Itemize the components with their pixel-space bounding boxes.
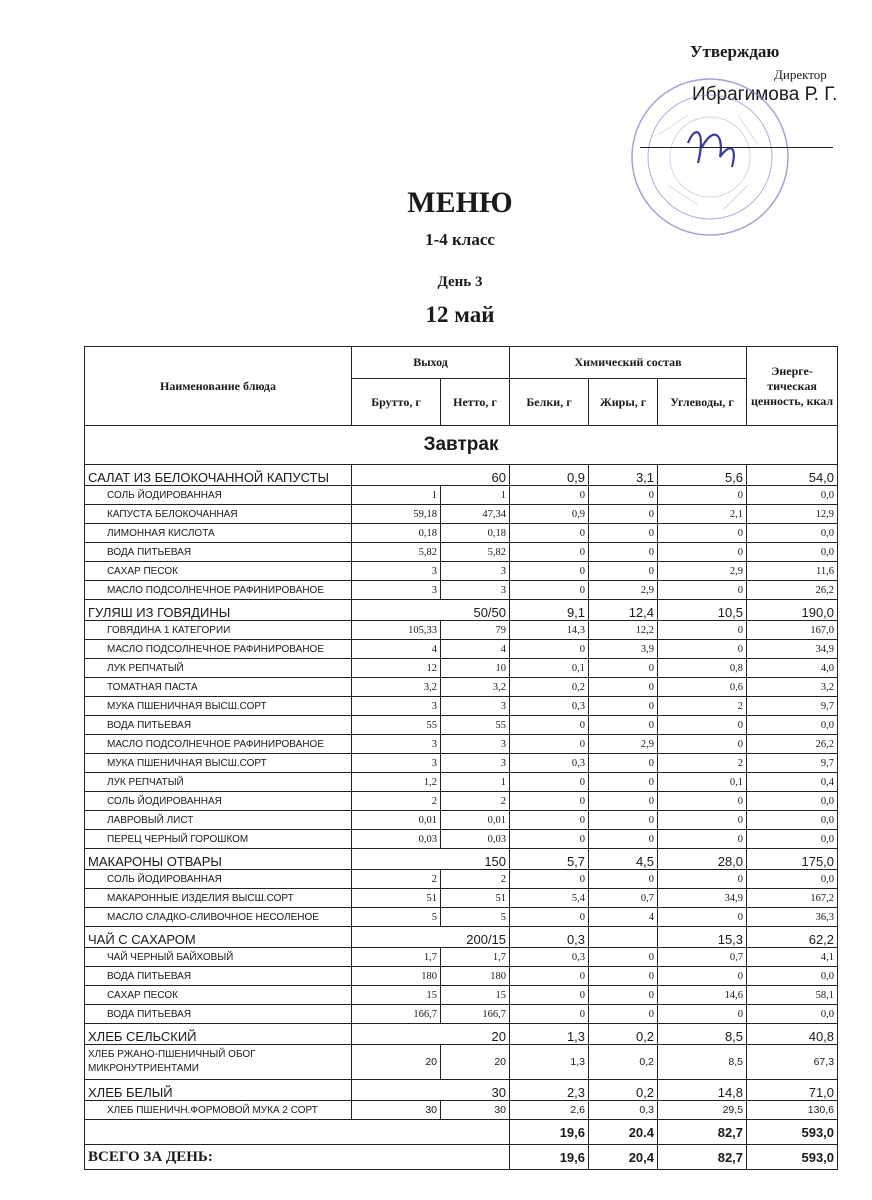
ingredient-protein: 0 [510,735,589,754]
ingredient-energy: 4,0 [747,659,838,678]
total-fat: 20,4 [589,1145,658,1170]
ingredient-netto: 166,7 [441,1005,510,1024]
ingredient-name: КАПУСТА БЕЛОКОЧАННАЯ [85,505,352,524]
ingredient-row [85,1045,838,1080]
ingredient-netto: 15 [441,986,510,1005]
ingredient-carbs: 0 [658,908,747,927]
col-header-netto: Нетто, г [441,379,510,426]
ingredient-netto: 2 [441,792,510,811]
ingredient-netto: 51 [441,889,510,908]
dish-row [85,600,838,621]
ingredient-brutto: 166,7 [352,1005,441,1024]
ingredient-netto: 79 [441,621,510,640]
ingredient-energy: 9,7 [747,697,838,716]
ingredient-row [85,1101,838,1120]
dish-carbs: 15,3 [658,927,747,948]
ingredient-row [85,986,838,1005]
dish-row [85,1024,838,1045]
subtotal-energy: 593,0 [747,1120,838,1145]
ingredient-protein: 0 [510,562,589,581]
ingredient-row [85,811,838,830]
col-header-energy: Энерге-тическая ценность, ккал [747,347,838,426]
dish-row [85,849,838,870]
ingredient-protein: 0,3 [510,948,589,967]
total-carbs: 82,7 [658,1145,747,1170]
subtotal-label [85,1120,510,1145]
ingredient-row [85,678,838,697]
dish-row [85,465,838,486]
ingredient-fat: 3,9 [589,640,658,659]
subtotal-protein: 19,6 [510,1120,589,1145]
ingredient-brutto: 3,2 [352,678,441,697]
ingredient-protein: 0 [510,486,589,505]
ingredient-energy: 0,0 [747,716,838,735]
dish-output: 60 [352,465,510,486]
ingredient-name: ХЛЕБ РЖАНО-ПШЕНИЧНЫЙ ОБОГ МИКРОНУТРИЕНТАМИ [85,1045,352,1080]
ingredient-fat: 0 [589,811,658,830]
ingredient-netto: 0,18 [441,524,510,543]
ingredient-name: СОЛЬ ЙОДИРОВАННАЯ [85,792,352,811]
subtotal-fat: 20.4 [589,1120,658,1145]
ingredient-name: ВОДА ПИТЬЕВАЯ [85,1005,352,1024]
ingredient-name: ГОВЯДИНА 1 КАТЕГОРИИ [85,621,352,640]
ingredient-name: ВОДА ПИТЬЕВАЯ [85,716,352,735]
ingredient-protein: 2,6 [510,1101,589,1120]
ingredient-name: ЛУК РЕПЧАТЫЙ [85,773,352,792]
ingredient-netto: 0,03 [441,830,510,849]
dish-energy: 190,0 [747,600,838,621]
ingredient-name: ЛИМОННАЯ КИСЛОТА [85,524,352,543]
col-header-carbs: Углеводы, г [658,379,747,426]
ingredient-netto: 3 [441,697,510,716]
ingredient-row [85,773,838,792]
dish-name: ГУЛЯШ ИЗ ГОВЯДИНЫ [85,600,352,621]
ingredient-name: ВОДА ПИТЬЕВАЯ [85,543,352,562]
ingredient-brutto: 1,2 [352,773,441,792]
ingredient-carbs: 0 [658,486,747,505]
ingredient-brutto: 180 [352,967,441,986]
ingredient-protein: 0 [510,581,589,600]
ingredient-protein: 0 [510,870,589,889]
ingredient-brutto: 0,03 [352,830,441,849]
ingredient-energy: 11,6 [747,562,838,581]
dish-protein: 5,7 [510,849,589,870]
ingredient-row [85,543,838,562]
ingredient-name: МУКА ПШЕНИЧНАЯ ВЫСШ.СОРТ [85,754,352,773]
col-header-brutto: Брутто, г [352,379,441,426]
dish-energy: 62,2 [747,927,838,948]
ingredient-brutto: 59,18 [352,505,441,524]
ingredient-netto: 3 [441,754,510,773]
dish-output: 30 [352,1080,510,1101]
ingredient-carbs: 0,1 [658,773,747,792]
dish-name: ХЛЕБ БЕЛЫЙ [85,1080,352,1101]
dish-row [85,1080,838,1101]
ingredient-netto: 5,82 [441,543,510,562]
ingredient-netto: 180 [441,967,510,986]
ingredient-carbs: 0,8 [658,659,747,678]
col-header-fat: Жиры, г [589,379,658,426]
ingredient-row [85,735,838,754]
ingredient-row [85,621,838,640]
col-header-name: Наименование блюда [85,347,352,426]
signature-line [640,147,833,148]
ingredient-name: МАСЛО СЛАДКО-СЛИВОЧНОЕ НЕСОЛЕНОЕ [85,908,352,927]
ingredient-protein: 5,4 [510,889,589,908]
dish-fat: 12,4 [589,600,658,621]
ingredient-brutto: 4 [352,640,441,659]
ingredient-brutto: 105,33 [352,621,441,640]
ingredient-energy: 12,9 [747,505,838,524]
ingredient-protein: 0,3 [510,697,589,716]
day-label: День 3 [437,274,483,290]
ingredient-name: МАСЛО ПОДСОЛНЕЧНОЕ РАФИНИРОВАНОЕ [85,581,352,600]
ingredient-brutto: 5,82 [352,543,441,562]
subtotal-carbs: 82,7 [658,1120,747,1145]
ingredient-row [85,754,838,773]
ingredient-fat: 0 [589,948,658,967]
ingredient-energy: 0,0 [747,486,838,505]
ingredient-protein: 0 [510,811,589,830]
ingredient-energy: 3,2 [747,678,838,697]
ingredient-fat: 2,9 [589,735,658,754]
ingredient-fat: 0 [589,1005,658,1024]
ingredient-netto: 3 [441,735,510,754]
ingredient-row [85,562,838,581]
ingredient-carbs: 0 [658,735,747,754]
dish-output: 20 [352,1024,510,1045]
ingredient-energy: 0,0 [747,870,838,889]
ingredient-brutto: 5 [352,908,441,927]
page-title: МЕНЮ [407,186,513,219]
ingredient-fat: 0,3 [589,1101,658,1120]
ingredient-carbs: 14,6 [658,986,747,1005]
ingredient-brutto: 20 [352,1045,441,1080]
ingredient-name: ВОДА ПИТЬЕВАЯ [85,967,352,986]
dish-output: 50/50 [352,600,510,621]
ingredient-protein: 0 [510,640,589,659]
ingredient-energy: 4,1 [747,948,838,967]
ingredient-row [85,967,838,986]
ingredient-energy: 0,0 [747,811,838,830]
ingredient-brutto: 3 [352,697,441,716]
approval-name: Ибрагимова Р. Г. [692,84,838,105]
ingredient-netto: 10 [441,659,510,678]
ingredient-netto: 1 [441,773,510,792]
ingredient-carbs: 0 [658,967,747,986]
ingredient-brutto: 2 [352,870,441,889]
grade-label: 1-4 класс [425,230,495,249]
ingredient-row [85,505,838,524]
ingredient-protein: 0 [510,773,589,792]
ingredient-netto: 2 [441,870,510,889]
ingredient-carbs: 0,6 [658,678,747,697]
ingredient-carbs: 2 [658,754,747,773]
ingredient-brutto: 0,18 [352,524,441,543]
ingredient-fat: 0 [589,967,658,986]
dish-output: 200/15 [352,927,510,948]
ingredient-carbs: 29,5 [658,1101,747,1120]
ingredient-carbs: 34,9 [658,889,747,908]
ingredient-protein: 1,3 [510,1045,589,1080]
ingredient-energy: 34,9 [747,640,838,659]
dish-energy: 40,8 [747,1024,838,1045]
dish-protein: 0,9 [510,465,589,486]
ingredient-carbs: 0 [658,524,747,543]
ingredient-brutto: 12 [352,659,441,678]
ingredient-energy: 167,2 [747,889,838,908]
ingredient-brutto: 3 [352,754,441,773]
ingredient-brutto: 55 [352,716,441,735]
ingredient-fat: 0 [589,562,658,581]
dish-energy: 54,0 [747,465,838,486]
ingredient-fat: 0 [589,659,658,678]
ingredient-netto: 30 [441,1101,510,1120]
ingredient-brutto: 1,7 [352,948,441,967]
ingredient-fat: 2,9 [589,581,658,600]
ingredient-carbs: 0 [658,1005,747,1024]
ingredient-netto: 3,2 [441,678,510,697]
ingredient-name: ХЛЕБ ПШЕНИЧН.ФОРМОВОЙ МУКА 2 СОРТ [85,1101,352,1120]
dish-name: ЧАЙ С САХАРОМ [85,927,352,948]
ingredient-name: МАСЛО ПОДСОЛНЕЧНОЕ РАФИНИРОВАНОЕ [85,640,352,659]
ingredient-energy: 130,6 [747,1101,838,1120]
ingredient-row [85,948,838,967]
ingredient-netto: 1 [441,486,510,505]
ingredient-carbs: 0 [658,543,747,562]
ingredient-name: ТОМАТНАЯ ПАСТА [85,678,352,697]
ingredient-energy: 58,1 [747,986,838,1005]
ingredient-netto: 20 [441,1045,510,1080]
ingredient-protein: 0,3 [510,754,589,773]
ingredient-row [85,830,838,849]
ingredient-fat: 0 [589,870,658,889]
ingredient-row [85,792,838,811]
dish-protein: 0,3 [510,927,589,948]
ingredient-row [85,697,838,716]
col-header-protein: Белки, г [510,379,589,426]
ingredient-carbs: 0 [658,716,747,735]
ingredient-fat: 0 [589,830,658,849]
total-protein: 19,6 [510,1145,589,1170]
ingredient-carbs: 2,9 [658,562,747,581]
dish-fat: 3,1 [589,465,658,486]
ingredient-name: МУКА ПШЕНИЧНАЯ ВЫСШ.СОРТ [85,697,352,716]
ingredient-netto: 5 [441,908,510,927]
ingredient-name: САХАР ПЕСОК [85,986,352,1005]
ingredient-brutto: 1 [352,486,441,505]
ingredient-energy: 26,2 [747,735,838,754]
ingredient-carbs: 0 [658,830,747,849]
ingredient-protein: 0 [510,792,589,811]
ingredient-name: ПЕРЕЦ ЧЕРНЫЙ ГОРОШКОМ [85,830,352,849]
ingredient-carbs: 0 [658,621,747,640]
ingredient-fat: 0 [589,792,658,811]
ingredient-brutto: 15 [352,986,441,1005]
dish-name: МАКАРОНЫ ОТВАРЫ [85,849,352,870]
ingredient-carbs: 0 [658,581,747,600]
ingredient-protein: 0,1 [510,659,589,678]
total-label: ВСЕГО ЗА ДЕНЬ: [85,1145,510,1170]
ingredient-row [85,524,838,543]
ingredient-netto: 55 [441,716,510,735]
ingredient-row [85,486,838,505]
ingredient-carbs: 0 [658,870,747,889]
ingredient-energy: 167,0 [747,621,838,640]
ingredient-name: МАСЛО ПОДСОЛНЕЧНОЕ РАФИНИРОВАНОЕ [85,735,352,754]
ingredient-name: ЧАЙ ЧЕРНЫЙ БАЙХОВЫЙ [85,948,352,967]
ingredient-energy: 0,0 [747,543,838,562]
dish-energy: 71,0 [747,1080,838,1101]
dish-fat: 0,2 [589,1080,658,1101]
ingredient-brutto: 2 [352,792,441,811]
ingredient-fat: 0 [589,524,658,543]
ingredient-netto: 4 [441,640,510,659]
dish-energy: 175,0 [747,849,838,870]
total-energy: 593,0 [747,1145,838,1170]
dish-carbs: 14,8 [658,1080,747,1101]
dish-fat: 0,2 [589,1024,658,1045]
ingredient-netto: 1,7 [441,948,510,967]
ingredient-protein: 0 [510,1005,589,1024]
ingredient-energy: 0,0 [747,1005,838,1024]
ingredient-row [85,716,838,735]
ingredient-brutto: 51 [352,889,441,908]
ingredient-energy: 0,0 [747,830,838,849]
ingredient-fat: 12,2 [589,621,658,640]
dish-protein: 1,3 [510,1024,589,1045]
ingredient-carbs: 0 [658,792,747,811]
ingredient-protein: 0,9 [510,505,589,524]
ingredient-fat: 0 [589,754,658,773]
dish-protein: 2,3 [510,1080,589,1101]
ingredient-brutto: 30 [352,1101,441,1120]
ingredient-carbs: 2 [658,697,747,716]
ingredient-name: СОЛЬ ЙОДИРОВАННАЯ [85,870,352,889]
ingredient-fat: 0 [589,543,658,562]
ingredient-protein: 0 [510,830,589,849]
ingredient-name: ЛАВРОВЫЙ ЛИСТ [85,811,352,830]
ingredient-row [85,659,838,678]
dish-name: САЛАТ ИЗ БЕЛОКОЧАННОЙ КАПУСТЫ [85,465,352,486]
menu-table [84,346,838,1170]
col-header-output: Выход [352,347,510,379]
ingredient-carbs: 0,7 [658,948,747,967]
approval-label: Утверждаю [690,42,780,61]
ingredient-brutto: 0,01 [352,811,441,830]
ingredient-brutto: 3 [352,581,441,600]
dish-carbs: 28,0 [658,849,747,870]
subtotal-row [85,1120,838,1145]
dish-carbs: 5,6 [658,465,747,486]
ingredient-netto: 3 [441,581,510,600]
ingredient-name: САХАР ПЕСОК [85,562,352,581]
ingredient-carbs: 8,5 [658,1045,747,1080]
ingredient-row [85,1005,838,1024]
ingredient-protein: 0 [510,986,589,1005]
ingredient-protein: 0 [510,967,589,986]
ingredient-row [85,889,838,908]
ingredient-fat: 0 [589,773,658,792]
ingredient-name: СОЛЬ ЙОДИРОВАННАЯ [85,486,352,505]
ingredient-name: МАКАРОННЫЕ ИЗДЕЛИЯ ВЫСШ.СОРТ [85,889,352,908]
ingredient-row [85,640,838,659]
ingredient-fat: 0 [589,697,658,716]
ingredient-carbs: 0 [658,811,747,830]
ingredient-carbs: 2,1 [658,505,747,524]
ingredient-row [85,581,838,600]
approval-position: Директор [774,67,827,82]
ingredient-fat: 0 [589,678,658,697]
ingredient-energy: 0,0 [747,524,838,543]
ingredient-energy: 9,7 [747,754,838,773]
dish-name: ХЛЕБ СЕЛЬСКИЙ [85,1024,352,1045]
ingredient-protein: 0 [510,716,589,735]
ingredient-fat: 4 [589,908,658,927]
ingredient-netto: 0,01 [441,811,510,830]
ingredient-energy: 0,0 [747,967,838,986]
dish-carbs: 8,5 [658,1024,747,1045]
ingredient-energy: 0,4 [747,773,838,792]
ingredient-protein: 0 [510,524,589,543]
dish-fat: 4,5 [589,849,658,870]
ingredient-energy: 0,0 [747,792,838,811]
ingredient-row [85,908,838,927]
dish-fat [589,927,658,948]
dish-row [85,927,838,948]
ingredient-brutto: 3 [352,562,441,581]
ingredient-fat: 0 [589,986,658,1005]
ingredient-name: ЛУК РЕПЧАТЫЙ [85,659,352,678]
ingredient-fat: 0 [589,505,658,524]
ingredient-protein: 0 [510,908,589,927]
ingredient-protein: 0,2 [510,678,589,697]
ingredient-brutto: 3 [352,735,441,754]
ingredient-fat: 0,2 [589,1045,658,1080]
ingredient-fat: 0 [589,716,658,735]
ingredient-carbs: 0 [658,640,747,659]
col-header-chem: Химический состав [510,347,747,379]
ingredient-row [85,870,838,889]
ingredient-energy: 67,3 [747,1045,838,1080]
ingredient-protein: 14,3 [510,621,589,640]
dish-protein: 9,1 [510,600,589,621]
section-breakfast: Завтрак [85,426,838,465]
date-label: 12 май [425,302,495,327]
ingredient-fat: 0 [589,486,658,505]
dish-output: 150 [352,849,510,870]
ingredient-protein: 0 [510,543,589,562]
ingredient-energy: 36,3 [747,908,838,927]
total-row [85,1145,838,1170]
dish-carbs: 10,5 [658,600,747,621]
ingredient-energy: 26,2 [747,581,838,600]
ingredient-fat: 0,7 [589,889,658,908]
ingredient-netto: 47,34 [441,505,510,524]
ingredient-netto: 3 [441,562,510,581]
